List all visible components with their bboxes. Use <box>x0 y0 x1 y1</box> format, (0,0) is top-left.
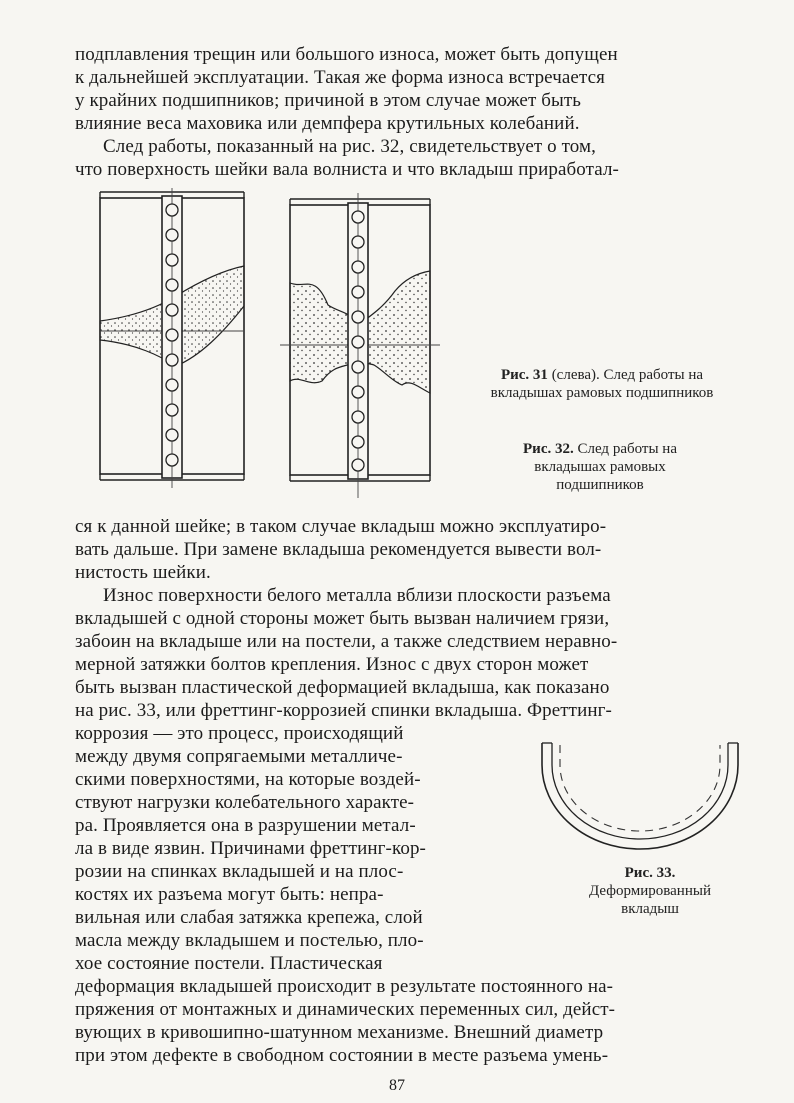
page-number: 87 <box>389 1077 405 1094</box>
caption-text: Деформированный <box>589 883 711 899</box>
caption-text: вкладышах рамовых <box>534 459 666 475</box>
text-line: Износ поверхности белого металла вблизи плоскости разъема <box>103 585 611 606</box>
caption-label: Рис. 31 <box>500 367 548 383</box>
text-line: ла в виде язвин. Причинами фреттинг-кор- <box>75 838 426 859</box>
text-line: вать дальше. При замене вкладыша рекомендуется вывести вол- <box>75 539 602 560</box>
caption-text: (слева). След работы на <box>547 367 704 383</box>
text-line: подплавления трещин или большого износа, может быть допущен <box>75 44 618 65</box>
text-line: вильная или слабая затяжка крепежа, слой <box>75 907 423 928</box>
caption-text: След работы на <box>573 441 677 457</box>
figure-33-drawing <box>530 735 750 855</box>
text-line: вкладышей с одной стороны может быть вызван наличием грязи, <box>75 608 610 629</box>
text-line: коррозия — это процесс, происходящий <box>75 723 404 744</box>
text-line: ра. Проявляется она в разрушении метал- <box>75 815 416 836</box>
text-line: между двумя сопрягаемыми металличе- <box>75 746 403 767</box>
figure-31-drawing <box>92 188 252 498</box>
text-line: След работы, показанный на рис. 32, свидетельствует о том, <box>103 136 596 157</box>
text-line: при этом дефекте в свободном состоянии в месте разъема умень- <box>75 1045 609 1066</box>
text-line: скими поверхностями, на которые воздей- <box>75 769 421 790</box>
text-line: на рис. 33, или фреттинг-коррозией спинки вкладыша. Фреттинг- <box>75 700 612 721</box>
figure-31-caption <box>452 366 752 402</box>
caption-text: вкладыш <box>621 901 679 917</box>
text-line: забоин на вкладыше или на постели, а также следствием неравно- <box>75 631 618 652</box>
text-line: деформация вкладышей происходит в результате постоянного на- <box>75 976 614 997</box>
text-line: ствуют нагрузки колебательного характе- <box>75 792 415 813</box>
text-line: масла между вкладышем и постелью, пло- <box>75 930 424 951</box>
text-line: что поверхность шейки вала волниста и что вкладыш приработал- <box>75 159 619 180</box>
text-line: костях их разъема могут быть: непра- <box>75 884 384 905</box>
figure-32-caption <box>490 440 710 494</box>
text-line: вующих в кривошипно-шатунном механизме. Внешний диаметр <box>75 1022 604 1043</box>
text-line: быть вызван пластической деформацией вкладыша, как показано <box>75 677 610 698</box>
caption-label: Рис. 33. <box>624 865 676 881</box>
caption-text: вкладышах рамовых подшипников <box>490 385 714 401</box>
figure-32-drawing <box>280 193 440 498</box>
text-line: у крайних подшипников; причиной в этом случае может быть <box>75 90 582 111</box>
text-line: мерной затяжки болтов крепления. Износ с двух сторон может <box>75 654 589 675</box>
caption-text: подшипников <box>556 477 644 493</box>
text-line: пряжения от монтажных и динамических переменных сил, дейст- <box>75 999 616 1020</box>
text-line: влияние веса маховика или демпфера крутильных колебаний. <box>75 113 580 134</box>
text-line: ся к данной шейке; в таком случае вкладыш можно эксплуатиро- <box>75 516 607 537</box>
text-line: нистость шейки. <box>75 562 211 583</box>
text-line: к дальнейшей эксплуатации. Такая же форма износа встречается <box>75 67 605 88</box>
figure-33-caption <box>560 864 740 918</box>
caption-label: Рис. 32. <box>523 441 574 457</box>
text-line: розии на спинках вкладышей и на плос- <box>75 861 404 882</box>
text-line: хое состояние постели. Пластическая <box>75 953 383 974</box>
